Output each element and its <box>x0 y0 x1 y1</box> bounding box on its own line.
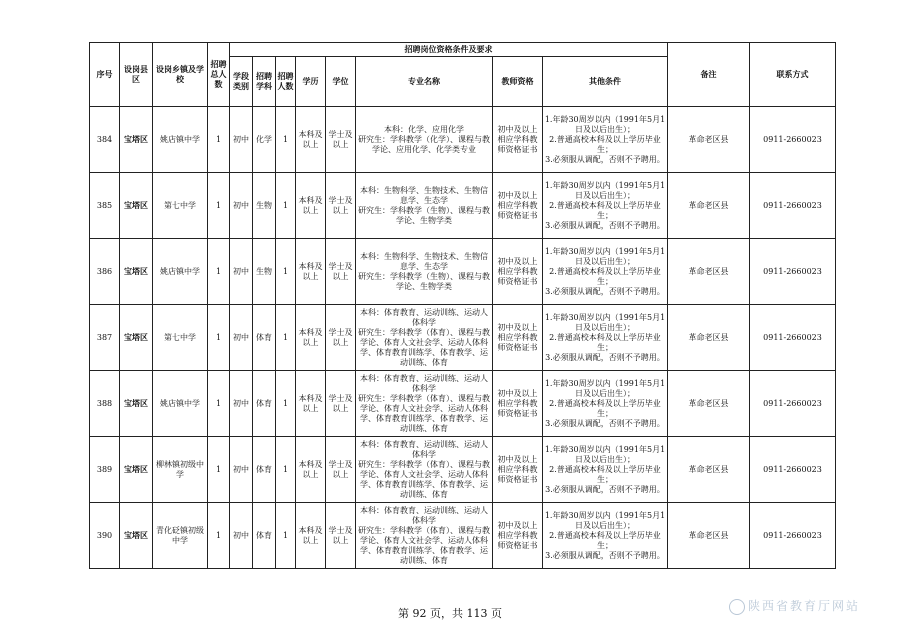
cell-total: 1 <box>208 503 230 569</box>
cell-major: 本科：生物科学、生物技术、生物信息学、生态学 研究生：学科教学（生物）、课程与教学论、生物学类 <box>356 239 493 305</box>
cell-edu: 本科及以上 <box>296 371 326 437</box>
cell-other: 1.年龄30周岁以内（1991年5月1日及以后出生）； 2.普通高校本科及以上学历毕业生； 3.必须服从调配，否则不予聘用。 <box>543 437 668 503</box>
cell-total: 1 <box>208 437 230 503</box>
cell-county: 宝塔区 <box>120 173 153 239</box>
header-other: 其他条件 <box>543 57 668 107</box>
header-edu: 学历 <box>296 57 326 107</box>
table-body <box>90 107 836 569</box>
cell-seq: 387 <box>90 305 120 371</box>
cell-stage: 初中 <box>230 371 253 437</box>
cell-county: 宝塔区 <box>120 305 153 371</box>
cell-subject: 生物 <box>253 173 276 239</box>
cell-stage: 初中 <box>230 239 253 305</box>
cell-contact: 0911-2660023 <box>750 107 836 173</box>
cell-edu: 本科及以上 <box>296 107 326 173</box>
table-row <box>90 239 836 305</box>
cell-major: 本科：体育教育、运动训练、运动人体科学 研究生：学科教学（体育）、课程与教学论、体育人文社会学、运动人体科学、体育教育训练学、体育教学、运动训练、体育 <box>356 305 493 371</box>
cell-subject: 体育 <box>253 371 276 437</box>
cell-degree: 学士及以上 <box>326 305 356 371</box>
cell-school: 第七中学 <box>153 305 208 371</box>
page-footer: 第 92 页，共 113 页 <box>398 607 502 620</box>
cell-total: 1 <box>208 239 230 305</box>
cell-edu: 本科及以上 <box>296 173 326 239</box>
cell-contact: 0911-2660023 <box>750 305 836 371</box>
header-school: 设岗乡镇及学校 <box>153 43 208 107</box>
cell-subject: 化学 <box>253 107 276 173</box>
cell-other: 1.年龄30周岁以内（1991年5月1日及以后出生）； 2.普通高校本科及以上学历毕业生； 3.必须服从调配，否则不予聘用。 <box>543 107 668 173</box>
cell-major: 本科：体育教育、运动训练、运动人体科学 研究生：学科教学（体育）、课程与教学论、体育人文社会学、运动人体科学、体育教育训练学、体育教学、运动训练、体育 <box>356 371 493 437</box>
cell-cert: 初中及以上相应学科教师资格证书 <box>493 437 543 503</box>
cell-major: 本科：化学、应用化学 研究生：学科教学（化学）、课程与教学论、应用化学、化学类专业 <box>356 107 493 173</box>
cell-degree: 学士及以上 <box>326 239 356 305</box>
cell-other: 1.年龄30周岁以内（1991年5月1日及以后出生）； 2.普通高校本科及以上学历毕业生； 3.必须服从调配，否则不予聘用。 <box>543 371 668 437</box>
table-row <box>90 305 836 371</box>
cell-county: 宝塔区 <box>120 437 153 503</box>
cell-other: 1.年龄30周岁以内（1991年5月1日及以后出生）； 2.普通高校本科及以上学历毕业生； 3.必须服从调配，否则不予聘用。 <box>543 305 668 371</box>
cell-edu: 本科及以上 <box>296 305 326 371</box>
cell-degree: 学士及以上 <box>326 503 356 569</box>
cell-county: 宝塔区 <box>120 239 153 305</box>
cell-seq: 388 <box>90 371 120 437</box>
cell-remark: 革命老区县 <box>668 437 750 503</box>
cell-seq: 385 <box>90 173 120 239</box>
cell-major: 本科：生物科学、生物技术、生物信息学、生态学 研究生：学科教学（生物）、课程与教学论、生物学类 <box>356 173 493 239</box>
header-county: 设岗县区 <box>120 43 153 107</box>
cell-count: 1 <box>276 371 296 437</box>
table-row <box>90 107 836 173</box>
cell-remark: 革命老区县 <box>668 173 750 239</box>
cell-contact: 0911-2660023 <box>750 437 836 503</box>
cell-other: 1.年龄30周岁以内（1991年5月1日及以后出生）； 2.普通高校本科及以上学历毕业生； 3.必须服从调配，否则不予聘用。 <box>543 239 668 305</box>
cell-remark: 革命老区县 <box>668 503 750 569</box>
cell-cert: 初中及以上相应学科教师资格证书 <box>493 371 543 437</box>
header-contact: 联系方式 <box>750 43 836 107</box>
cell-school: 姚店镇中学 <box>153 107 208 173</box>
cell-stage: 初中 <box>230 173 253 239</box>
watermark-text: 陕西省教育厅网站 <box>747 599 860 613</box>
cell-major: 本科：体育教育、运动训练、运动人体科学 研究生：学科教学（体育）、课程与教学论、体育人文社会学、运动人体科学、体育教育训练学、体育教学、运动训练、体育 <box>356 503 493 569</box>
cell-remark: 革命老区县 <box>668 107 750 173</box>
table-row <box>90 173 836 239</box>
cell-seq: 384 <box>90 107 120 173</box>
cell-remark: 革命老区县 <box>668 305 750 371</box>
cell-remark: 革命老区县 <box>668 371 750 437</box>
cell-subject: 体育 <box>253 305 276 371</box>
cell-degree: 学士及以上 <box>326 371 356 437</box>
header-degree: 学位 <box>326 57 356 107</box>
cell-count: 1 <box>276 239 296 305</box>
table-row <box>90 371 836 437</box>
cell-cert: 初中及以上相应学科教师资格证书 <box>493 305 543 371</box>
cell-contact: 0911-2660023 <box>750 173 836 239</box>
cell-total: 1 <box>208 107 230 173</box>
cell-stage: 初中 <box>230 503 253 569</box>
cell-count: 1 <box>276 437 296 503</box>
recruitment-table <box>89 42 836 569</box>
cell-count: 1 <box>276 173 296 239</box>
cell-total: 1 <box>208 173 230 239</box>
cell-subject: 生物 <box>253 239 276 305</box>
cell-county: 宝塔区 <box>120 503 153 569</box>
cell-school: 姚店镇中学 <box>153 239 208 305</box>
header-subject: 招聘学科 <box>253 57 276 107</box>
cell-total: 1 <box>208 371 230 437</box>
cell-contact: 0911-2660023 <box>750 503 836 569</box>
cell-major: 本科：体育教育、运动训练、运动人体科学 研究生：学科教学（体育）、课程与教学论、体育人文社会学、运动人体科学、体育教育训练学、体育教学、运动训练、体育 <box>356 437 493 503</box>
table-row <box>90 503 836 569</box>
header-stage: 学段类别 <box>230 57 253 107</box>
cell-other: 1.年龄30周岁以内（1991年5月1日及以后出生）； 2.普通高校本科及以上学历毕业生； 3.必须服从调配，否则不予聘用。 <box>543 173 668 239</box>
cell-degree: 学士及以上 <box>326 173 356 239</box>
header-cert: 教师资格 <box>493 57 543 107</box>
cell-subject: 体育 <box>253 437 276 503</box>
cell-contact: 0911-2660023 <box>750 239 836 305</box>
cell-count: 1 <box>276 305 296 371</box>
cell-seq: 386 <box>90 239 120 305</box>
cell-seq: 389 <box>90 437 120 503</box>
cell-stage: 初中 <box>230 437 253 503</box>
cell-cert: 初中及以上相应学科教师资格证书 <box>493 239 543 305</box>
header-remark: 备注 <box>668 43 750 107</box>
cell-edu: 本科及以上 <box>296 239 326 305</box>
cell-school: 姚店镇中学 <box>153 371 208 437</box>
cell-school: 第七中学 <box>153 173 208 239</box>
emblem-icon <box>729 599 745 615</box>
cell-stage: 初中 <box>230 305 253 371</box>
cell-cert: 初中及以上相应学科教师资格证书 <box>493 107 543 173</box>
cell-stage: 初中 <box>230 107 253 173</box>
header-group: 招聘岗位资格条件及要求 <box>230 43 668 57</box>
header-count: 招聘人数 <box>276 57 296 107</box>
cell-total: 1 <box>208 305 230 371</box>
cell-degree: 学士及以上 <box>326 437 356 503</box>
cell-remark: 革命老区县 <box>668 239 750 305</box>
cell-edu: 本科及以上 <box>296 437 326 503</box>
cell-school: 青化砭镇初级中学 <box>153 503 208 569</box>
cell-cert: 初中及以上相应学科教师资格证书 <box>493 173 543 239</box>
cell-school: 柳林镇初级中学 <box>153 437 208 503</box>
cell-county: 宝塔区 <box>120 107 153 173</box>
cell-cert: 初中及以上相应学科教师资格证书 <box>493 503 543 569</box>
cell-count: 1 <box>276 503 296 569</box>
header-seq: 序号 <box>90 43 120 107</box>
cell-other: 1.年龄30周岁以内（1991年5月1日及以后出生）； 2.普通高校本科及以上学历毕业生； 3.必须服从调配，否则不予聘用。 <box>543 503 668 569</box>
site-watermark <box>729 597 860 615</box>
cell-seq: 390 <box>90 503 120 569</box>
cell-count: 1 <box>276 107 296 173</box>
cell-contact: 0911-2660023 <box>750 371 836 437</box>
cell-subject: 体育 <box>253 503 276 569</box>
table-row <box>90 437 836 503</box>
cell-degree: 学士及以上 <box>326 107 356 173</box>
header-major: 专业名称 <box>356 57 493 107</box>
header-total: 招聘总人数 <box>208 43 230 107</box>
cell-edu: 本科及以上 <box>296 503 326 569</box>
cell-county: 宝塔区 <box>120 371 153 437</box>
